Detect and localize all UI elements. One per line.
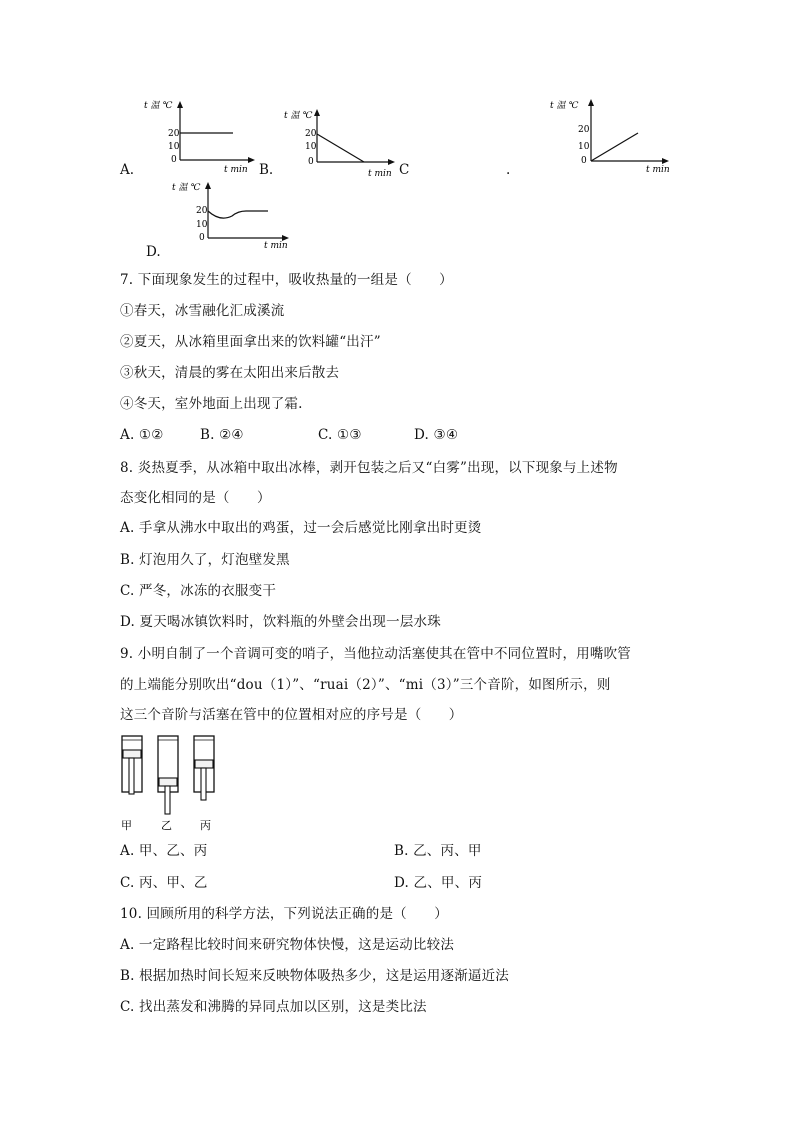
- q7-option-c: C. ①③: [318, 427, 362, 443]
- graph-b-tick-10: 10: [305, 142, 317, 152]
- q7-option-d: D. ③④: [414, 427, 459, 443]
- tube-label-yi: 乙: [161, 819, 172, 832]
- option-c-dot: .: [506, 162, 511, 178]
- graph-a-ylabel: t 温 ℃: [144, 101, 173, 111]
- q9-option-b: B. 乙、丙、甲: [394, 843, 482, 859]
- q9-option-c: C. 丙、甲、乙: [120, 875, 208, 891]
- graph-d-tick-0: 0: [199, 233, 205, 243]
- graph-d-xlabel: t min: [264, 241, 288, 251]
- q9-stem-line2: 的上端能分别吹出“dou（1）”、“ruai（2）”、“mi（3）”三个音阶，如图所示，则: [120, 677, 611, 693]
- graph-d-tick-20: 20: [196, 206, 208, 216]
- q7-item-3: ③秋天，清晨的雾在太阳出来后散去: [120, 365, 340, 381]
- option-c-label: C: [399, 162, 410, 178]
- q9-option-d: D. 乙、甲、丙: [394, 875, 483, 891]
- graph-d: [168, 180, 298, 252]
- graph-b-ylabel: t 温 ℃: [284, 111, 313, 121]
- graph-c-temp-line: [591, 133, 638, 161]
- q9-stem-line1: 9. 小明自制了一个音调可变的哨子，当他拉动活塞使其在管中不同位置时，用嘴吹管: [120, 646, 631, 662]
- tube-bing: [194, 736, 214, 800]
- q8-stem-line2: 态变化相同的是（ ）: [120, 490, 271, 506]
- whistle-tubes-figure: [116, 732, 226, 837]
- graph-b: [282, 104, 402, 184]
- q10-option-b: B. 根据加热时间长短来反映物体吸热多少，这是运用逐渐逼近法: [120, 968, 510, 984]
- q7-item-1: ①春天，冰雪融化汇成溪流: [120, 303, 285, 319]
- graph-c-tick-10: 10: [578, 142, 590, 152]
- q10-stem: 10. 回顾所用的科学方法，下列说法正确的是（ ）: [120, 906, 448, 922]
- graph-c-ylabel: t 温 ℃: [550, 101, 579, 111]
- tube-jia: [122, 736, 142, 794]
- graph-a-tick-0: 0: [171, 155, 177, 165]
- q10-option-a: A. 一定路程比较时间来研究物体快慢，这是运动比较法: [120, 937, 455, 953]
- graph-a-tick-10: 10: [168, 142, 180, 152]
- tube-yi: [158, 736, 178, 814]
- graph-b-tick-0: 0: [308, 157, 314, 167]
- option-a-label: A.: [120, 162, 135, 178]
- q7-item-2: ②夏天，从冰箱里面拿出来的饮料罐“出汗”: [120, 334, 381, 350]
- q8-option-c: C. 严冬，冰冻的衣服变干: [120, 583, 277, 599]
- graph-a-tick-20: 20: [168, 129, 180, 139]
- q8-stem-line1: 8. 炎热夏季，从冰箱中取出冰棒，剥开包装之后又“白雾”出现，以下现象与上述物: [120, 460, 618, 476]
- q8-option-d: D. 夏天喝冰镇饮料时，饮料瓶的外壁会出现一层水珠: [120, 614, 441, 630]
- graph-d-temp-curve: [208, 211, 268, 218]
- q7-stem: 7. 下面现象发生的过程中，吸收热量的一组是（ ）: [120, 272, 453, 288]
- q9-option-a: A. 甲、乙、丙: [120, 843, 208, 859]
- q7-option-b: B. ②④: [200, 427, 244, 443]
- option-b-label: B.: [259, 162, 274, 178]
- graph-b-temp-line: [317, 134, 364, 162]
- q7-item-4: ④冬天，室外地面上出现了霜.: [120, 396, 303, 412]
- q9-stem-line3: 这三个音阶与活塞在管中的位置相对应的序号是（ ）: [120, 707, 463, 723]
- q8-option-b: B. 灯泡用久了，灯泡壁发黑: [120, 552, 290, 568]
- graph-d-tick-10: 10: [196, 220, 208, 230]
- graph-d-ylabel: t 温 ℃: [172, 183, 201, 193]
- graph-b-tick-20: 20: [305, 129, 317, 139]
- graph-a: [140, 98, 260, 178]
- graph-a-xlabel: t min: [224, 165, 248, 175]
- graph-c-tick-0: 0: [581, 156, 587, 166]
- option-d-label: D.: [146, 244, 161, 260]
- tube-label-jia: 甲: [121, 819, 132, 832]
- q10-option-c: C. 找出蒸发和沸腾的异同点加以区别，这是类比法: [120, 999, 427, 1015]
- graph-c: [546, 96, 676, 178]
- q7-option-a: A. ①②: [120, 427, 164, 443]
- q8-option-a: A. 手拿从沸水中取出的鸡蛋，过一会后感觉比刚拿出时更烫: [120, 520, 482, 536]
- graph-b-xlabel: t min: [368, 169, 392, 179]
- graph-c-xlabel: t min: [646, 165, 670, 175]
- graph-c-tick-20: 20: [578, 125, 590, 135]
- tube-label-bing: 丙: [200, 819, 211, 832]
